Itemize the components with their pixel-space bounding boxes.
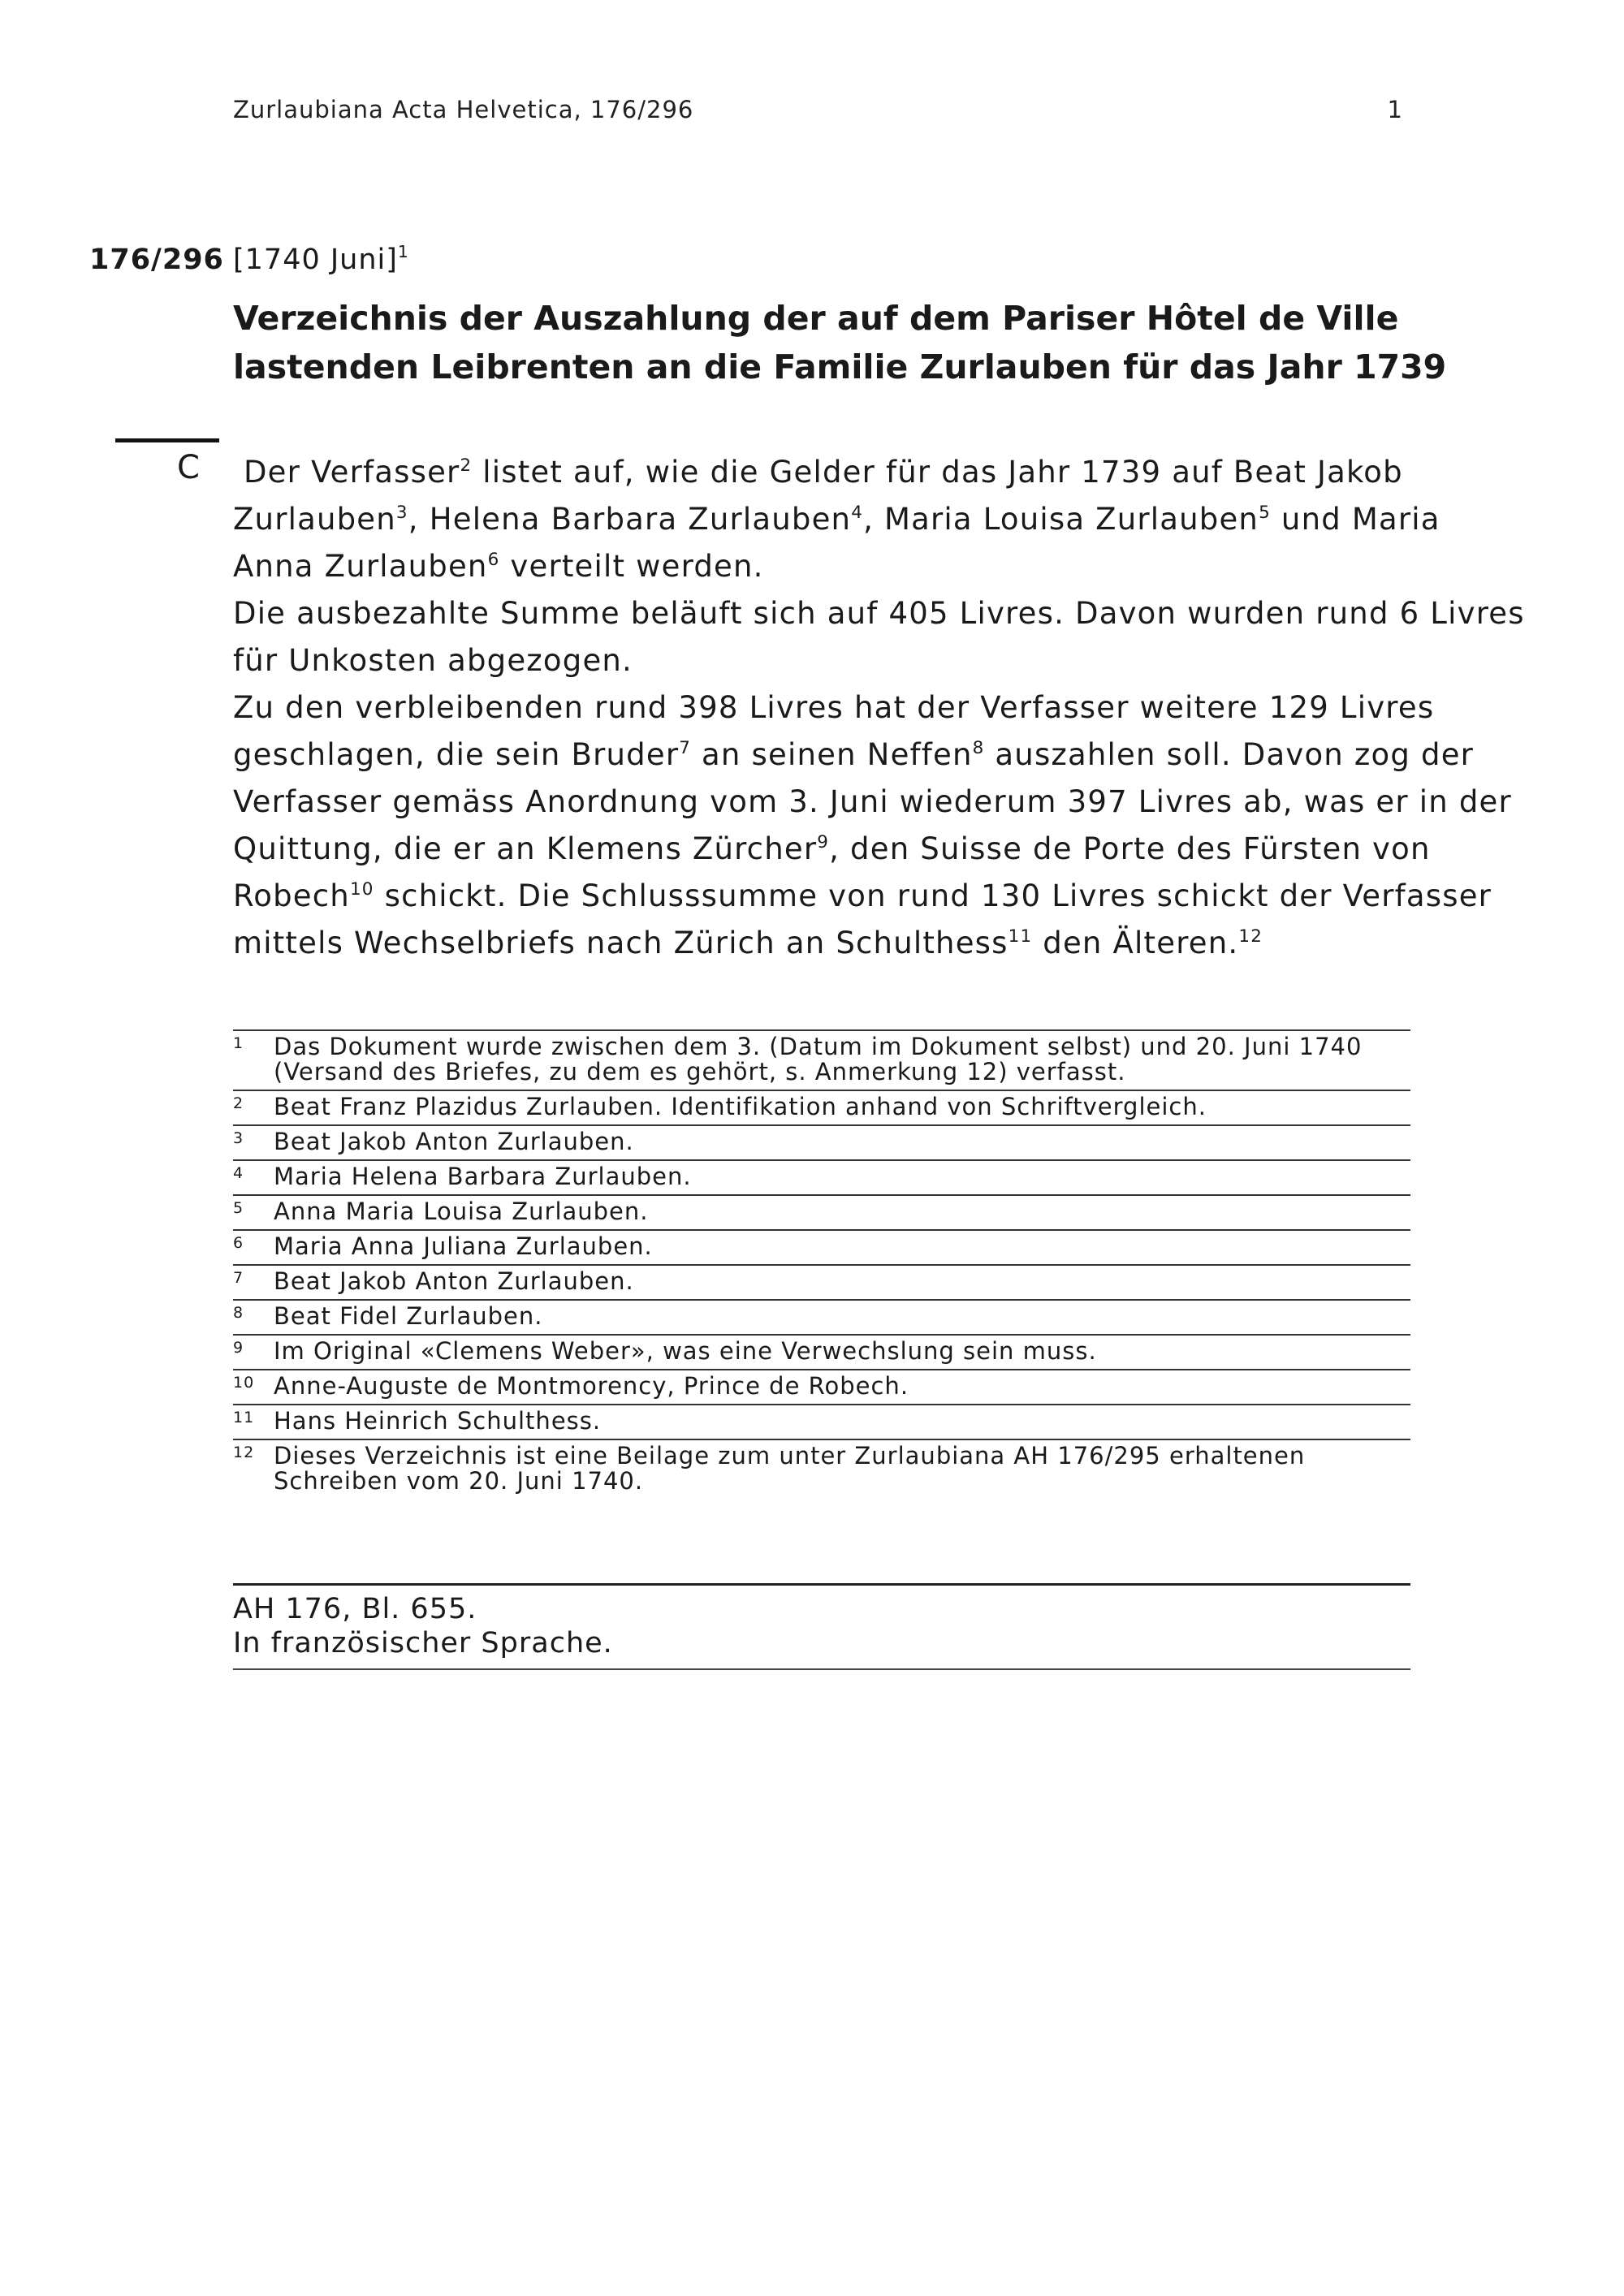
footnote-ref[interactable]: 7: [679, 737, 692, 758]
document-date-text: [1740 Juni]: [233, 244, 398, 276]
regest-line: Zu den verbleibenden rund 398 Livres hat der Verfasser weitere 129 Livres: [233, 690, 1435, 725]
footnote: [233, 1124, 1410, 1159]
footnote-number: 11: [233, 1409, 255, 1426]
footnote-number: 10: [233, 1374, 255, 1392]
footnote-text: Das Dokument wurde zwischen dem 3. (Datum im Dokument selbst) und 20. Juni 1740 (Versand des Briefes, zu dem es gehört, s. Anmerkung 12) verfasst.: [274, 1033, 1363, 1085]
regest-line: [233, 920, 1427, 967]
regest-segment: auszahlen soll. Davon zog der: [984, 737, 1475, 772]
footnote-number: 1: [233, 1034, 244, 1052]
regest-line: [233, 732, 1475, 779]
regest-segment: den Älteren.: [1032, 926, 1239, 960]
footnote: [233, 1194, 1410, 1229]
regest-segment: Der Verfasser: [243, 455, 460, 490]
source-language: In französischer Sprache.: [233, 1627, 613, 1659]
footnote-text: Anne-Auguste de Montmorency, Prince de Robech.: [274, 1372, 909, 1400]
footnote-ref[interactable]: 2: [460, 455, 473, 476]
footnote-text: Im Original «Clemens Weber», was eine Verwechslung sein muss.: [274, 1337, 1097, 1365]
regest-segment: , den Suisse de Porte des Fürsten von: [829, 831, 1431, 866]
footnote-number: 8: [233, 1304, 244, 1322]
footnote-ref[interactable]: 5: [1259, 502, 1271, 523]
document-title: [233, 294, 1447, 391]
document-number: 176/296: [89, 244, 224, 276]
footnote: [233, 1334, 1410, 1369]
regest-segment: Quittung, die er an Klemens Zürcher: [233, 831, 818, 866]
footnote-text: Maria Helena Barbara Zurlauben.: [274, 1163, 692, 1190]
source-block: [233, 1583, 1410, 1670]
footnote-ref[interactable]: 4: [851, 502, 864, 523]
regest-segment: schickt. Die Schlusssumme von rund 130 Livres schickt der Verfasser: [374, 878, 1492, 913]
regest-line: [233, 496, 1440, 543]
footnote-number: 9: [233, 1339, 244, 1357]
regest-segment: und Maria: [1270, 502, 1440, 537]
footnote: [233, 1439, 1410, 1499]
footnote-text: Beat Jakob Anton Zurlauben.: [274, 1267, 634, 1295]
regest-line: für Unkosten abgezogen.: [233, 643, 633, 678]
regest-line: [233, 543, 1427, 590]
regest-line: [233, 826, 1431, 873]
regest-line: Die ausbezahlte Summe beläuft sich auf 405 Livres. Davon wurden rund 6 Livres: [233, 596, 1525, 631]
footnote-ref[interactable]: 8: [972, 737, 985, 758]
footnote-number: 7: [233, 1269, 244, 1287]
footnote-ref[interactable]: 10: [349, 878, 374, 900]
footnote-number: 3: [233, 1129, 244, 1147]
regest-segment: mittels Wechselbriefs nach Zürich an Schulthess: [233, 926, 1009, 960]
footnote-ref[interactable]: 11: [1008, 926, 1033, 947]
footnote-ref[interactable]: 3: [395, 502, 408, 523]
footnote-number: 5: [233, 1199, 244, 1217]
footnote-text: Beat Franz Plazidus Zurlauben. Identifikation anhand von Schriftvergleich.: [274, 1093, 1207, 1120]
regest-segment: Zurlauben: [233, 502, 396, 537]
footnote-number: 12: [233, 1444, 255, 1461]
footnote-ref[interactable]: 12: [1238, 926, 1263, 947]
title-line: lastenden Leibrenten an die Familie Zurlauben für das Jahr 1739: [233, 347, 1447, 386]
running-head: Zurlaubiana Acta Helvetica, 176/296: [233, 96, 694, 123]
footnote-number: 4: [233, 1164, 244, 1182]
regest-segment: geschlagen, die sein Bruder: [233, 737, 680, 772]
regest-line: [233, 873, 1492, 920]
regest-line: Verfasser gemäss Anordnung vom 3. Juni wiederum 397 Livres ab, was er in der: [233, 784, 1512, 819]
footnote: [233, 1159, 1410, 1194]
footnote: [233, 1090, 1410, 1124]
title-line: Verzeichnis der Auszahlung der auf dem Pariser Hôtel de Ville: [233, 299, 1399, 338]
footnote: [233, 1299, 1410, 1334]
footnote-text: Hans Heinrich Schulthess.: [274, 1407, 602, 1435]
regest-segment: listet auf, wie die Gelder für das Jahr 1739 auf Beat Jakob: [472, 455, 1403, 490]
footnote-text: Maria Anna Juliana Zurlauben.: [274, 1232, 653, 1260]
footnote-number: 2: [233, 1094, 244, 1112]
footnotes: [233, 1029, 1410, 1499]
regest-segment: , Maria Louisa Zurlauben: [863, 502, 1259, 537]
footnote-text: Dieses Verzeichnis ist eine Beilage zum unter Zurlaubiana AH 176/295 erhaltenen Schreiben vom 20. Juni 1740.: [274, 1442, 1306, 1495]
footnote-ref[interactable]: 6: [487, 549, 500, 570]
footnote: [233, 1369, 1410, 1404]
document-date: [233, 244, 409, 276]
regest-line: [233, 449, 1427, 496]
regest-segment: Anna Zurlauben: [233, 549, 488, 584]
footnote-ref[interactable]: 9: [817, 831, 830, 852]
regest-segment: verteilt werden.: [499, 549, 764, 584]
section-letter: C: [177, 449, 200, 486]
regest-segment: an seinen Neffen: [691, 737, 973, 772]
footnote-ref[interactable]: 1: [397, 242, 409, 262]
regest-text: [233, 449, 1525, 967]
footnote: [233, 1229, 1410, 1264]
footnote-number: 6: [233, 1234, 244, 1252]
footnote: [233, 1404, 1410, 1439]
regest-segment: Robech: [233, 878, 350, 913]
footnote: [233, 1029, 1410, 1090]
source-reference: AH 176, Bl. 655.: [233, 1593, 477, 1625]
regest-segment: , Helena Barbara Zurlauben: [408, 502, 852, 537]
footnote: [233, 1264, 1410, 1299]
footnote-text: Beat Jakob Anton Zurlauben.: [274, 1128, 634, 1155]
page-number: 1: [1387, 96, 1402, 123]
footnote-text: Beat Fidel Zurlauben.: [274, 1302, 543, 1330]
footnote-text: Anna Maria Louisa Zurlauben.: [274, 1198, 649, 1225]
section-rule: [115, 438, 219, 442]
